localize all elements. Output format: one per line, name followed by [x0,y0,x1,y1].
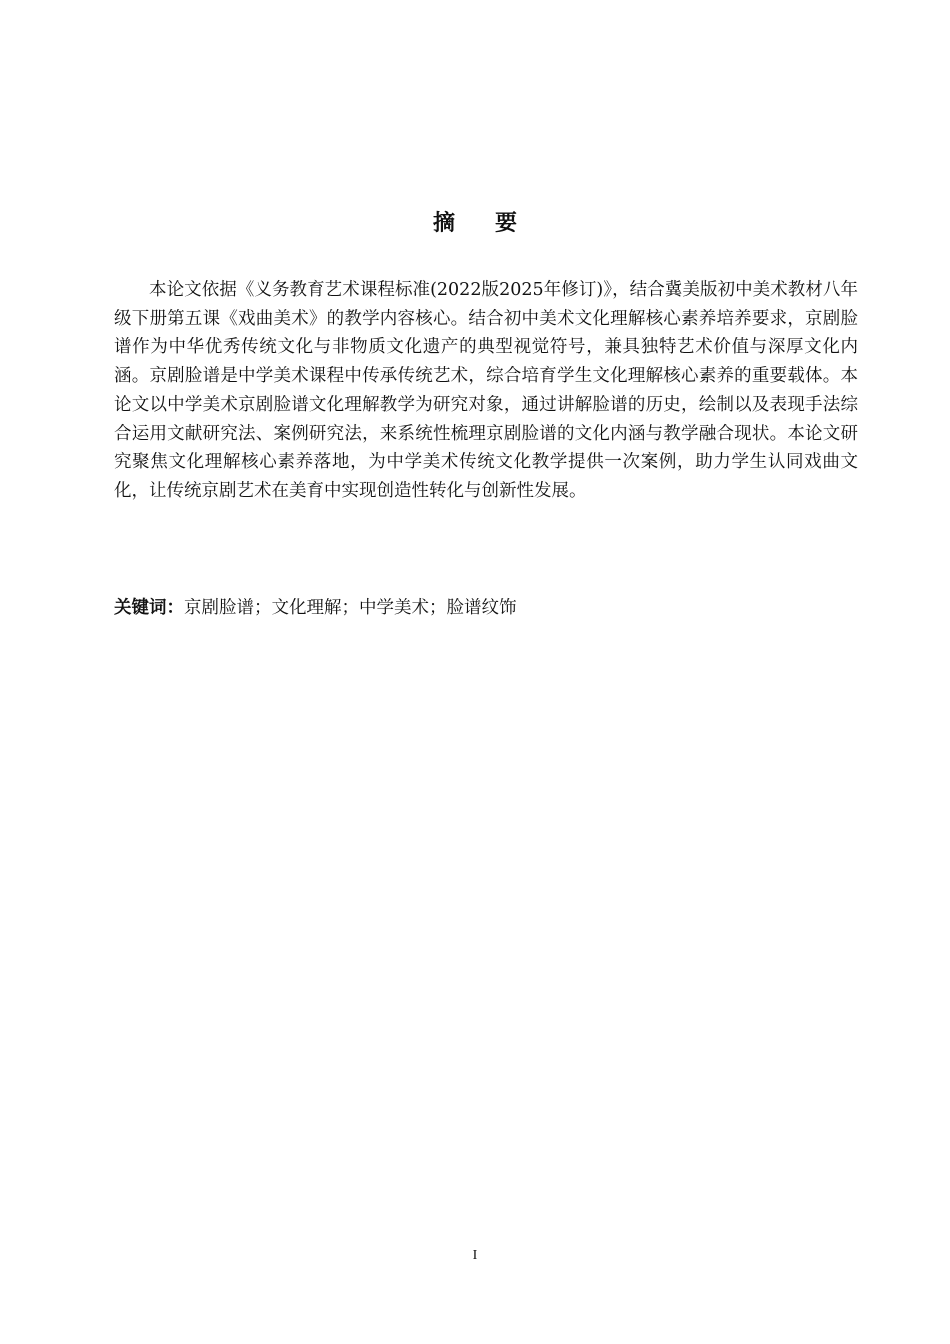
keywords-line [114,594,858,622]
keywords-label: 关键词： [114,598,184,618]
keywords-text: 京剧脸谱；文化理解；中学美术；脸谱纹饰 [184,598,517,618]
abstract-title: 摘要 [432,211,557,236]
abstract-body: 本论文依据《义务教育艺术课程标准(2022版2025年修订)》，结合冀美版初中美术教材八年级下册第五课《戏曲美术》的教学内容核心。结合初中美术文化理解核心素养培养要求，京剧脸谱作为中华优秀传统文化与非物质文化遗产的典型视觉符号，兼具独特艺术价值与深厚文化内涵。京剧脸谱是中学美术课程中传承传统艺术，综合培育学生文化理解核心素养的重要载体。本论文以中学美术京剧脸谱文化理解教学为研究对象，通过讲解脸谱的历史，绘制以及表现手法综合运用文献研究法、案例研究法，来系统性梳理京剧脸谱的文化内涵与教学融合现状。本论文研究聚焦文化理解核心素养落地，为中学美术传统文化教学提供一次案例，助力学生认同戏曲文化，让传统京剧艺术在美育中实现创造性转化与创新性发展。 [114,280,858,501]
page-number: I [472,1248,478,1263]
